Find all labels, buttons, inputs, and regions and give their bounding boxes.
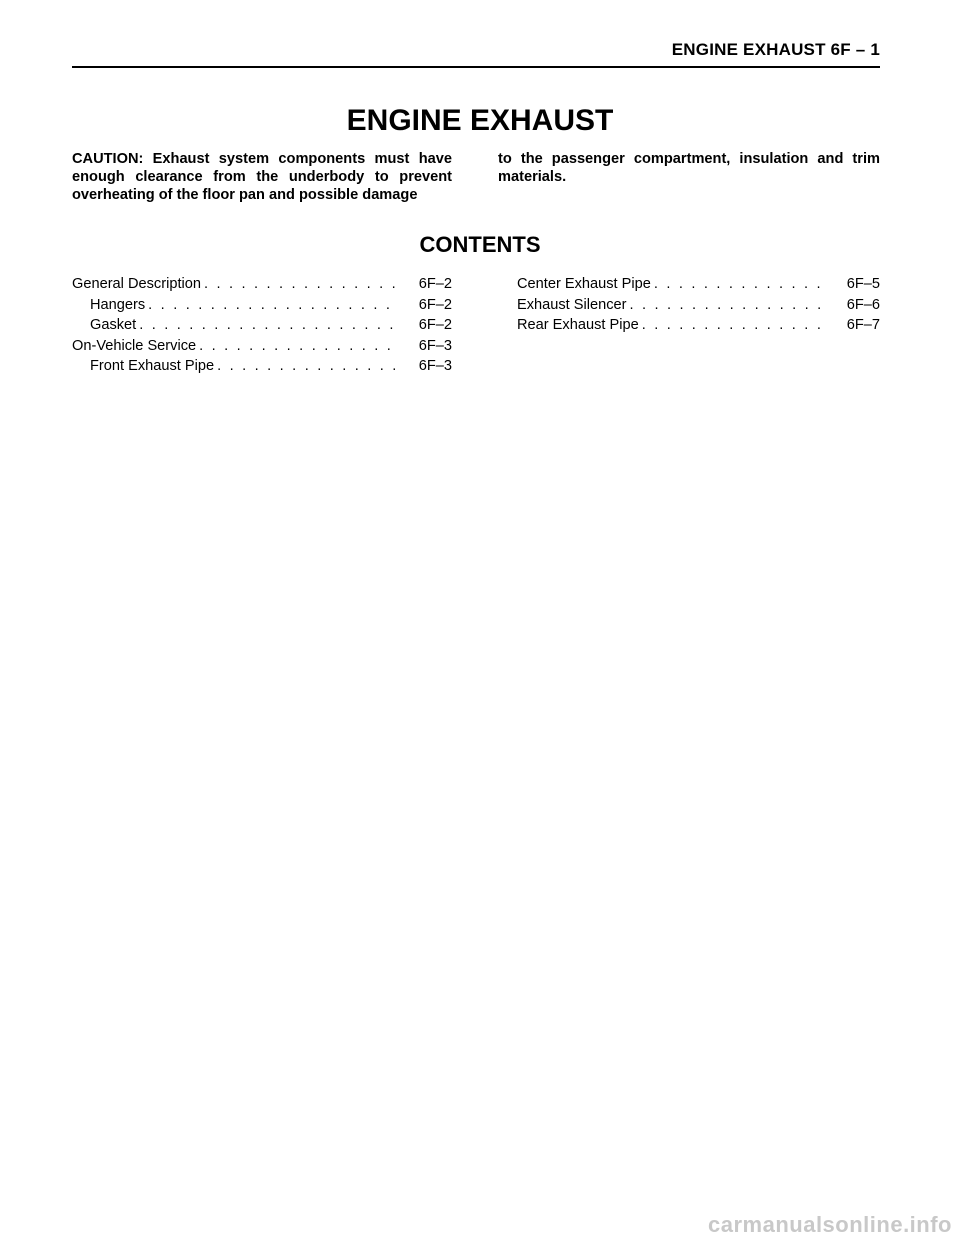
page-title: ENGINE EXHAUST (346, 104, 614, 137)
toc-label: Exhaust Silencer (517, 296, 627, 313)
toc-leader-dots (199, 338, 398, 354)
toc-entry-general-description[interactable] (72, 276, 452, 297)
toc-entry-gasket[interactable] (72, 317, 452, 338)
caution-text-right: to the passenger compartment, insulation and trim materials. (498, 151, 880, 185)
toc-leader-dots (642, 317, 826, 333)
toc-entry-exhaust-silencer[interactable] (517, 297, 880, 318)
watermark: carmanualsonline.info (708, 1212, 952, 1237)
toc-page-number: 6F–5 (846, 276, 880, 292)
toc-page-number: 6F–2 (418, 276, 452, 292)
toc-label: Hangers (90, 296, 146, 313)
toc-entry-hangers[interactable] (72, 297, 452, 318)
toc-page-number: 6F–2 (418, 296, 452, 313)
toc-leader-dots (148, 297, 398, 313)
toc-right-column (517, 276, 880, 338)
toc-leader-dots (654, 276, 826, 292)
toc-leader-dots (204, 276, 398, 292)
toc-entry-front-exhaust-pipe[interactable] (72, 358, 452, 379)
toc-entry-center-exhaust-pipe[interactable] (517, 276, 880, 297)
running-header: ENGINE EXHAUST 6F – 1 (72, 40, 880, 68)
toc-label: Gasket (90, 317, 137, 333)
toc-label: Center Exhaust Pipe (517, 276, 651, 292)
contents-heading: CONTENTS (419, 232, 541, 257)
toc-label: On-Vehicle Service (72, 337, 197, 354)
toc-leader-dots (630, 297, 826, 313)
toc-leader-dots (217, 358, 398, 374)
toc-page-number: 6F–7 (846, 317, 880, 333)
toc-page-number: 6F–3 (418, 358, 452, 374)
toc-entry-rear-exhaust-pipe[interactable] (517, 317, 880, 338)
caution-text-left: CAUTION: Exhaust system components must have enough clearance from the underbody to prevent overheating of the floor pan and possible damage (72, 151, 452, 203)
toc-label: Front Exhaust Pipe (90, 358, 215, 374)
toc-page-number: 6F–3 (418, 337, 452, 354)
toc-page-number: 6F–2 (418, 317, 452, 333)
toc-left-column (72, 276, 452, 379)
toc-page-number: 6F–6 (846, 296, 880, 313)
toc-label: Rear Exhaust Pipe (517, 317, 639, 333)
toc-label: General Description (72, 276, 201, 292)
toc-entry-on-vehicle-service[interactable] (72, 338, 452, 359)
toc-leader-dots (139, 317, 398, 333)
